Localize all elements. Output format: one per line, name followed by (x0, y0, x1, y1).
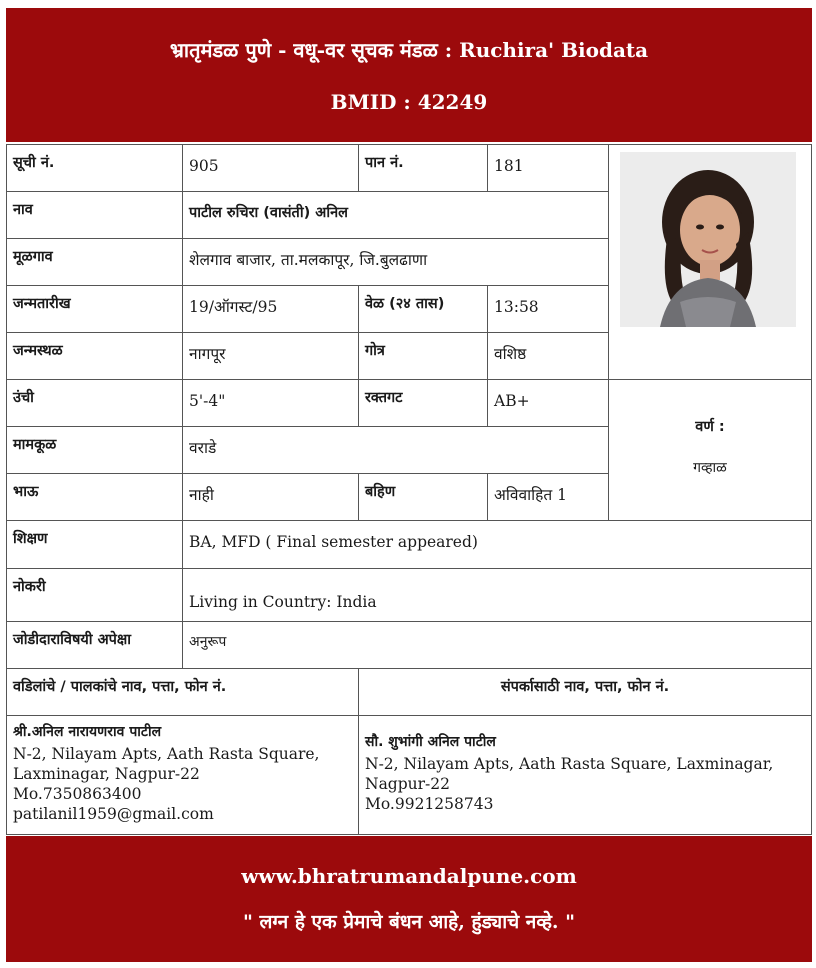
parent-email: patilanil1959@gmail.com (13, 805, 214, 823)
apeksha-label: जोडीदाराविषयी अपेक्षा (6, 621, 183, 669)
footer-banner (6, 836, 812, 962)
naav-value: पाटील रुचिरा (वासंती) अनिल (182, 191, 609, 239)
bmid-label: BMID : 42249 (330, 90, 488, 114)
contact-header: संपर्कासाठी नाव, पत्ता, फोन नं. (358, 668, 812, 716)
contact-name: सौ. शुभांगी अनिल पाटील (365, 734, 496, 750)
moolgaav-label: मूळगाव (6, 238, 183, 286)
varna-label: वर्ण : (695, 419, 725, 435)
janmasthal-label: जन्मस्थळ (6, 332, 183, 380)
parent-address: N-2, Nilayam Apts, Aath Rasta Square, Laxminagar, Nagpur-22 (13, 745, 320, 783)
janmatarikh-value: 19/ऑगस्ट/95 (182, 285, 359, 333)
bhau-value: नाही (182, 473, 359, 521)
footer-quote: " लग्न हे एक प्रेमाचे बंधन आहे, हुंड्याचे नव्हे. " (242, 911, 576, 933)
suchi-value: 905 (182, 144, 359, 192)
parent-name: श्री.अनिल नारायणराव पाटील (13, 724, 162, 740)
janmatarikh-label: जन्मतारीख (6, 285, 183, 333)
shikshan-value: BA, MFD ( Final semester appeared) (182, 520, 812, 569)
paan-label: पान नं. (358, 144, 488, 192)
raktagat-label: रक्तगट (358, 379, 488, 427)
janmasthal-value: नागपूर (182, 332, 359, 380)
varna-value: गव्हाळ (693, 460, 727, 476)
raktagat-value: AB+ (487, 379, 609, 427)
mamkool-value: वराडे (182, 426, 609, 474)
contact-phone: Mo.9921258743 (365, 795, 494, 813)
gotra-value: वशिष्ठ (487, 332, 609, 380)
website-link[interactable]: www.bhratrumandalpune.com (241, 864, 577, 888)
header-banner (6, 8, 812, 142)
parent-contact-card (6, 715, 359, 835)
person-photo-icon (620, 152, 796, 327)
parent-phone: Mo.7350863400 (13, 785, 142, 803)
mamkool-label: मामकूळ (6, 426, 183, 474)
contact-card (358, 715, 812, 835)
bhau-label: भाऊ (6, 473, 183, 521)
gotra-label: गोत्र (358, 332, 488, 380)
bahin-value: अविवाहित 1 (487, 473, 609, 521)
paan-value: 181 (487, 144, 609, 192)
parents-header: वडिलांचे / पालकांचे नाव, पत्ता, फोन नं. (6, 668, 359, 716)
bahin-label: बहिण (358, 473, 488, 521)
suchi-label: सूची नं. (6, 144, 183, 192)
vel-value: 13:58 (487, 285, 609, 333)
naav-label: नाव (6, 191, 183, 239)
profile-photo (620, 152, 796, 327)
header-title: भ्रातृमंडळ पुणे - वधू-वर सूचक मंडळ : Ruchira' Biodata (169, 38, 649, 62)
unchi-label: उंची (6, 379, 183, 427)
vel-label: वेळ (२४ तास) (358, 285, 488, 333)
nokari-label: नोकरी (6, 568, 183, 622)
moolgaav-value: शेलगाव बाजार, ता.मलकापूर, जि.बुलढाणा (182, 238, 609, 286)
photo-cell (608, 144, 812, 380)
contact-address: N-2, Nilayam Apts, Aath Rasta Square, Laxminagar, Nagpur-22 (365, 755, 774, 793)
nokari-value: Living in Country: India (182, 568, 812, 622)
apeksha-value: अनुरूप (182, 621, 812, 669)
shikshan-label: शिक्षण (6, 520, 183, 569)
unchi-value: 5'-4" (182, 379, 359, 427)
varna-cell (608, 379, 812, 521)
